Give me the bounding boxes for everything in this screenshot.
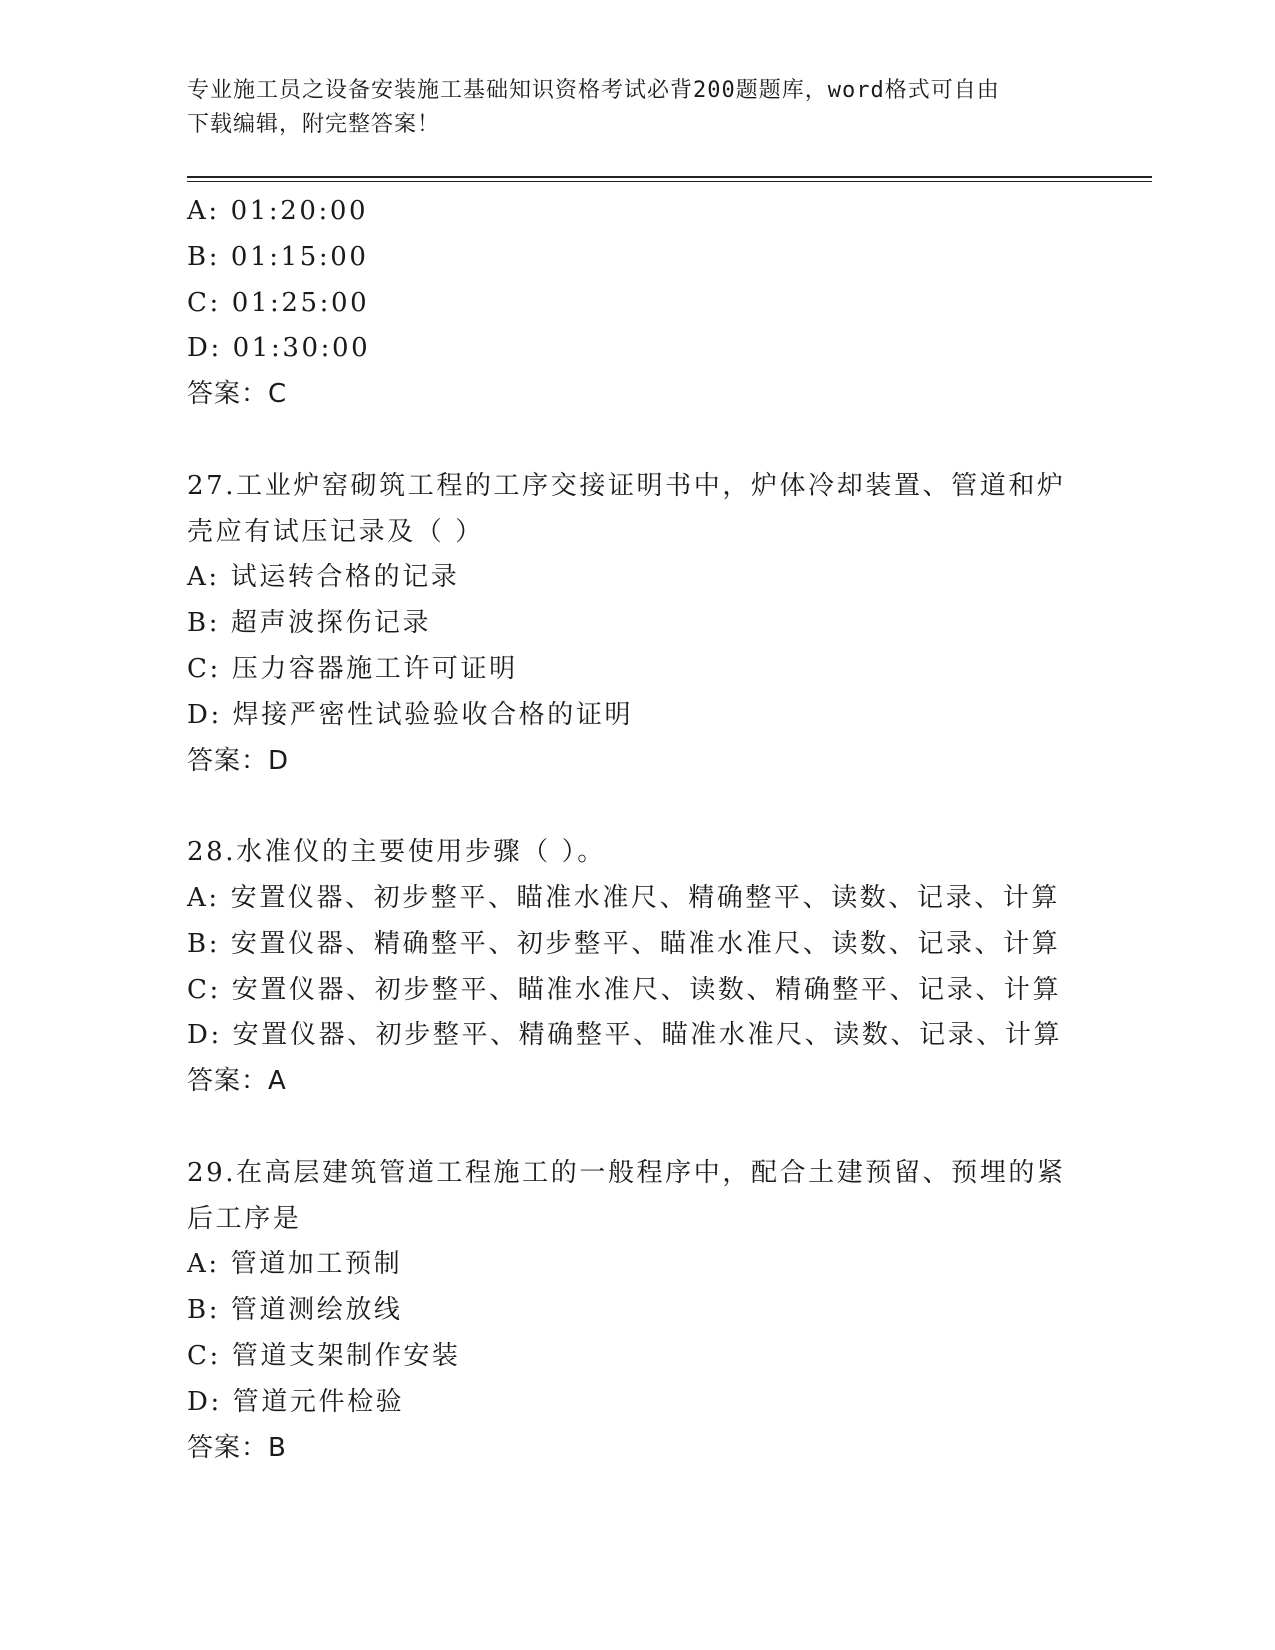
- question-27: [187, 464, 1087, 785]
- question-28: [187, 830, 1087, 1105]
- header-divider-thick: [187, 176, 1152, 178]
- question-gap: [187, 1105, 1087, 1151]
- option-d: D: 安置仪器、初步整平、精确整平、瞄准水准尺、读数、记录、计算: [187, 1020, 1063, 1051]
- question-gap: [187, 418, 1087, 464]
- header-line-1: 专业施工员之设备安装施工基础知识资格考试必背200题题库，word格式可自由: [187, 78, 1000, 103]
- option-b: B: 管道测绘放线: [187, 1295, 403, 1326]
- option-c: C: 压力容器施工许可证明: [187, 653, 518, 684]
- question-stem-line-2: 后工序是: [187, 1203, 302, 1234]
- document-header: [187, 74, 1067, 142]
- answer-line: 答案：A: [187, 1066, 287, 1097]
- answer-line: 答案：D: [187, 745, 290, 776]
- answer-line: 答案：B: [187, 1432, 287, 1463]
- option-a: A: 01:20:00: [187, 196, 369, 226]
- question-29: [187, 1151, 1087, 1472]
- question-stem-line-1: 28.水准仪的主要使用步骤（ ）。: [187, 837, 606, 868]
- option-d: D: 管道元件检验: [187, 1386, 405, 1417]
- question-gap: [187, 784, 1087, 830]
- option-c: C: 管道支架制作安装: [187, 1340, 461, 1371]
- question-stem-line-1: 29.在高层建筑管道工程施工的一般程序中，配合土建预留、预埋的紧: [187, 1157, 1066, 1188]
- option-b: B: 01:15:00: [187, 241, 369, 272]
- option-b: B: 超声波探伤记录: [187, 608, 432, 639]
- option-d: D: 焊接严密性试验验收合格的证明: [187, 699, 634, 730]
- option-c: C: 01:25:00: [187, 287, 370, 318]
- option-d: D: 01:30:00: [187, 333, 371, 364]
- option-a: A: 管道加工预制: [187, 1249, 403, 1280]
- option-a: A: 试运转合格的记录: [187, 562, 460, 593]
- option-b: B: 安置仪器、精确整平、初步整平、瞄准水准尺、读数、记录、计算: [187, 928, 1061, 959]
- header-line-2: 下载编辑，附完整答案！: [187, 112, 441, 137]
- question-list: [187, 189, 1087, 1471]
- header-divider-thin: [187, 181, 1152, 182]
- option-c: C: 安置仪器、初步整平、瞄准水准尺、读数、精确整平、记录、计算: [187, 974, 1062, 1005]
- question-stem-line-1: 27.工业炉窑砌筑工程的工序交接证明书中，炉体冷却装置、管道和炉: [187, 470, 1066, 501]
- answer-line: 答案：C: [187, 379, 288, 410]
- option-a: A: 安置仪器、初步整平、瞄准水准尺、精确整平、读数、记录、计算: [187, 882, 1061, 913]
- question-stem-line-2: 壳应有试压记录及（ ）: [187, 516, 484, 547]
- question-26-continued: [187, 189, 1087, 418]
